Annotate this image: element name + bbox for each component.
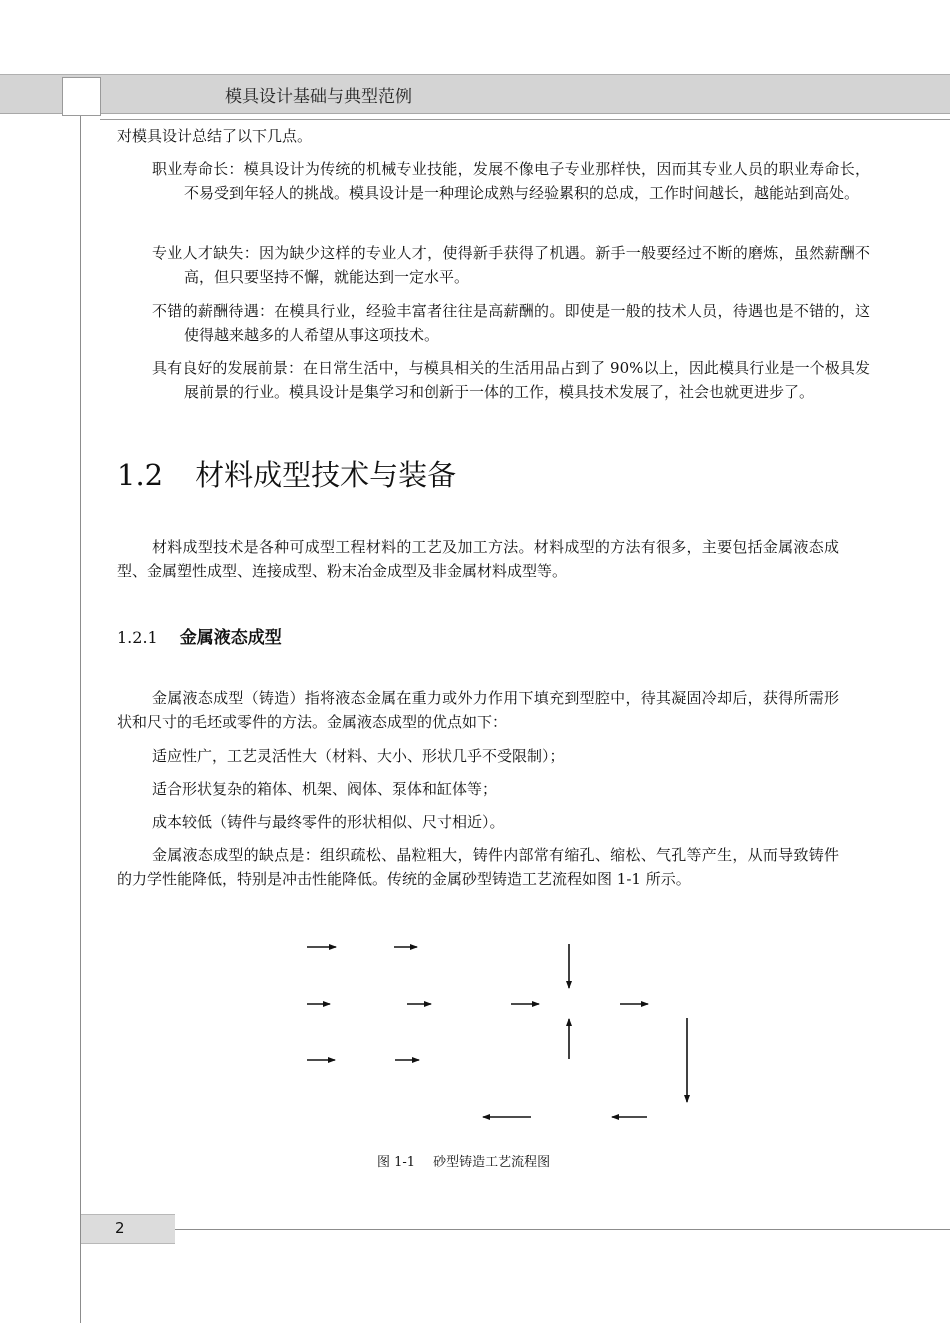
advantage-item: 适应性广，工艺灵活性大（材料、大小、形状几乎不受限制）； bbox=[152, 747, 565, 765]
advantage-item: 适合形状复杂的箱体、机架、阀体、泵体和缸体等； bbox=[152, 780, 498, 798]
subsection-title: 金属液态成型 bbox=[179, 628, 282, 648]
advantage-item: 成本较低（铸件与最终零件的形状相似、尺寸相近）。 bbox=[152, 813, 505, 831]
figure-caption-text: 砂型铸造工艺流程图 bbox=[433, 1155, 551, 1170]
footer-rule bbox=[175, 1229, 950, 1230]
point-item: 具有良好的发展前景：在日常生活中，与模具相关的生活用品占到了 90%以上，因此模具行业是一个极具发展前景的行业。模具设计是集学习和创新于一体的工作，模具技术发展了，社会也就更进步了。 bbox=[152, 359, 870, 401]
section-intro: 材料成型技术是各种可成型工程材料的工艺及加工方法。材料成型的方法有很多，主要包括金属液态成型、金属塑性成型、连接成型、粉末冶金成型及非金属材料成型等。 bbox=[117, 538, 839, 580]
running-header-band bbox=[0, 74, 950, 114]
point-item: 职业寿命长：模具设计为传统的机械专业技能，发展不像电子专业那样快，因而其专业人员的职业寿命长，不易受到年轻人的挑战。模具设计是一种理论成熟与经验累积的总成，工作时间越长，越能站到高处。 bbox=[152, 160, 870, 202]
figure-number: 图 1-1 bbox=[377, 1155, 416, 1170]
sand-casting-flow-diagram bbox=[290, 935, 710, 1130]
section-number: 1.2 bbox=[117, 458, 164, 492]
point-item: 不错的薪酬待遇：在模具行业，经验丰富者往往是高薪酬的。即使是一般的技术人员，待遇也是不错的，这使得越来越多的人希望从事这项技术。 bbox=[152, 302, 870, 344]
subsection-intro: 金属液态成型（铸造）指将液态金属在重力或外力作用下填充到型腔中，待其凝固冷却后，获得所需形状和尺寸的毛坯或零件的方法。金属液态成型的优点如下： bbox=[117, 689, 839, 731]
subsection-heading bbox=[117, 623, 282, 648]
disadvantages-paragraph: 金属液态成型的缺点是：组织疏松、晶粒粗大，铸件内部常有缩孔、缩松、气孔等产生，从而导致铸件的力学性能降低，特别是冲击性能降低。传统的金属砂型铸造工艺流程如图 1-1 所示。 bbox=[117, 846, 839, 888]
left-margin-rule bbox=[80, 74, 81, 1323]
section-heading bbox=[117, 453, 456, 494]
header-rule bbox=[100, 119, 950, 120]
page-number: 2 bbox=[115, 1219, 125, 1237]
section-title: 材料成型技术与装备 bbox=[195, 458, 457, 492]
point-item: 专业人才缺失：因为缺少这样的专业人才，使得新手获得了机遇。新手一般要经过不断的磨炼，虽然薪酬不高，但只要坚持不懈，就能达到一定水平。 bbox=[152, 244, 870, 286]
header-corner-box bbox=[62, 77, 101, 116]
intro-line: 对模具设计总结了以下几点。 bbox=[117, 127, 313, 145]
figure-caption bbox=[377, 1151, 550, 1170]
running-header-title: 模具设计基础与典型范例 bbox=[225, 87, 412, 107]
footer-page-box bbox=[81, 1214, 175, 1244]
subsection-number: 1.2.1 bbox=[117, 628, 158, 647]
